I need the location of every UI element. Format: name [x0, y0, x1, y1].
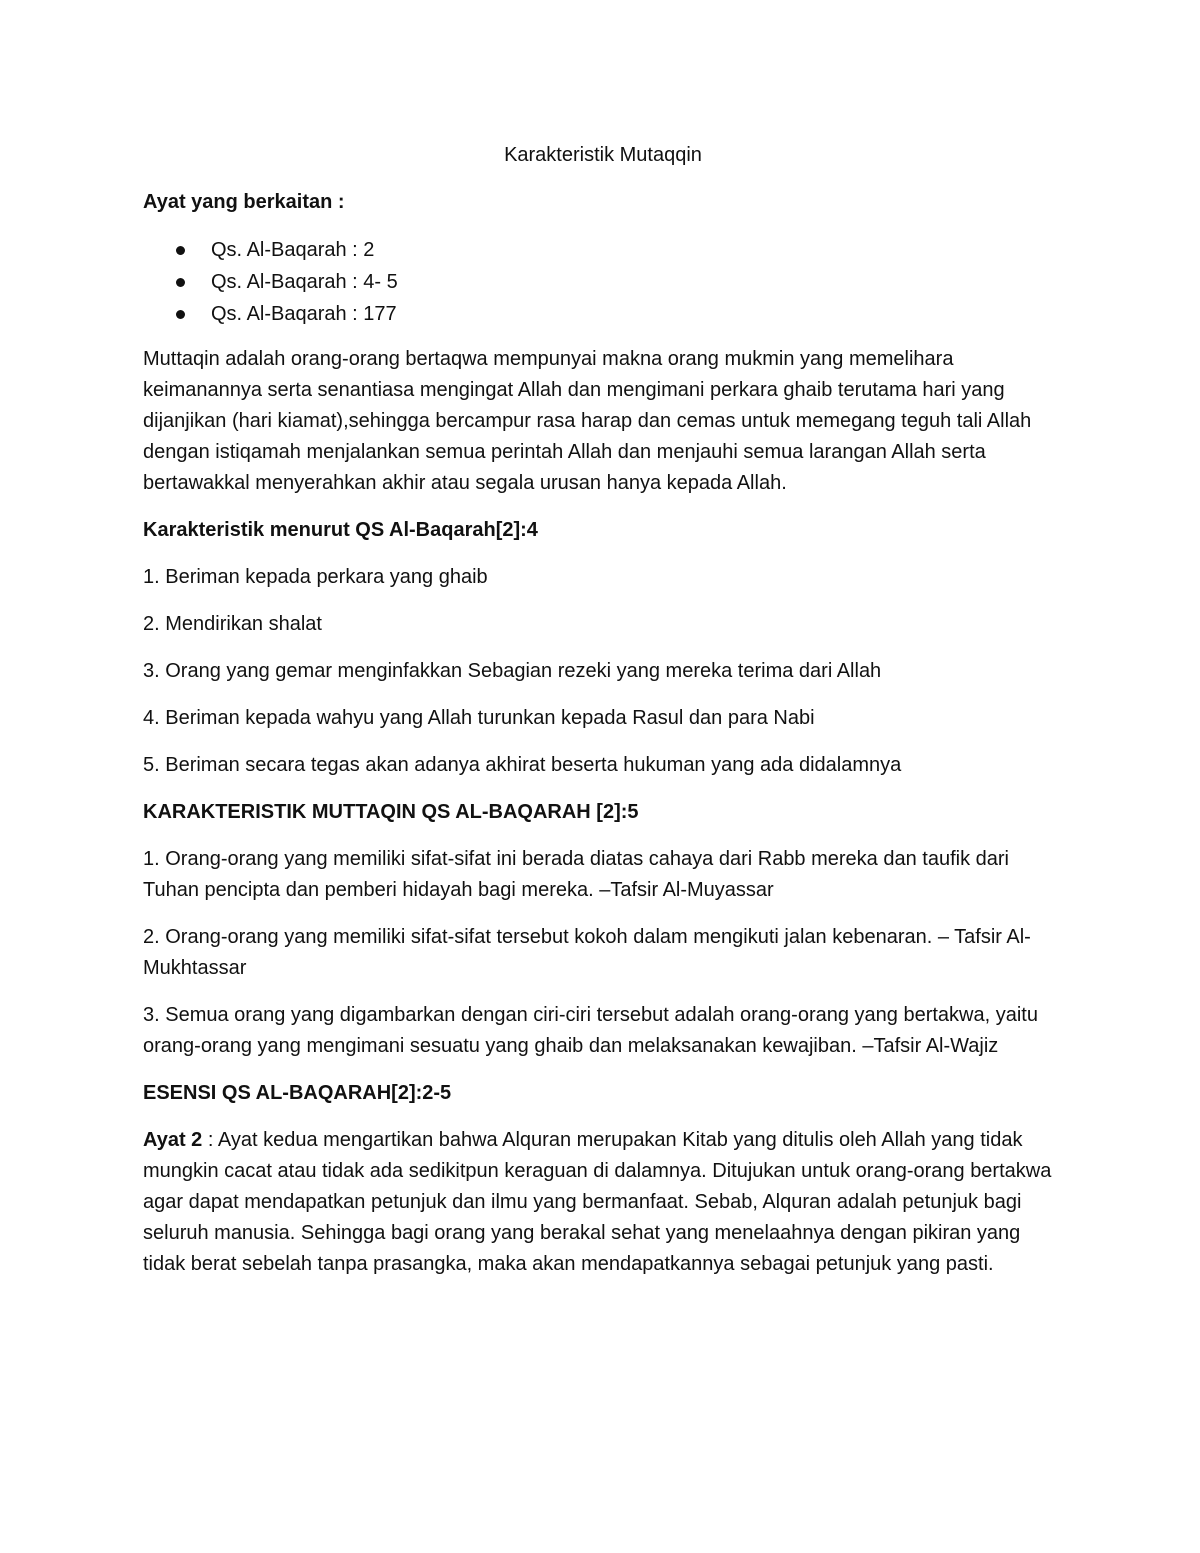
related-verses-heading: Ayat yang berkaitan :	[143, 191, 345, 213]
list-item: 3. Semua orang yang digambarkan dengan ciri-ciri tersebut adalah orang-orang yang bertakwa, yaitu orang-orang yang mengimani sesuatu yang ghaib dan melaksanakan kewajiban. –Tafsir Al-Wajiz	[143, 1004, 1038, 1057]
section-heading-ayat-4: Karakteristik menurut QS Al-Baqarah[2]:4	[143, 519, 538, 541]
list-item	[143, 298, 1063, 330]
section-heading-esensi: ESENSI QS AL-BAQARAH[2]:2-5	[143, 1082, 452, 1104]
ayat-2-label: Ayat 2	[143, 1129, 203, 1151]
verse-reference: Qs. Al-Baqarah : 2	[211, 239, 375, 261]
ayat-2-paragraph	[143, 1125, 1063, 1280]
bullet-icon	[176, 310, 185, 319]
definition-paragraph: Muttaqin adalah orang-orang bertaqwa mempunyai makna orang mukmin yang memelihara keimanannya serta senantiasa mengingat Allah dan mengimani perkara ghaib terutama hari yang dijanjikan (hari kiamat),sehingga bercampur rasa harap dan cemas untuk memegang teguh tali Allah dengan istiqamah menjalankan semua perintah Allah dan menjauhi semua larangan Allah serta bertawakkal menyerahkan akhir atau segala urusan hanya kepada Allah.	[143, 348, 1032, 494]
list-item	[143, 266, 1063, 298]
list-item: 1. Orang-orang yang memiliki sifat-sifat ini berada diatas cahaya dari Rabb mereka dan taufik dari Tuhan pencipta dan pemberi hidayah bagi mereka. –Tafsir Al-Muyassar	[143, 848, 1009, 901]
ayat-2-text: : Ayat kedua mengartikan bahwa Alquran merupakan Kitab yang ditulis oleh Allah yang tidak mungkin cacat atau tidak ada sedikitpun keraguan di dalamnya. Ditujukan untuk orang-orang bertakwa agar dapat mendapatkan petunjuk dan ilmu yang bermanfaat. Sebab, Alquran adalah petunjuk bagi seluruh manusia. Sehingga bagi orang yang berakal sehat yang menelaahnya dengan pikiran yang tidak berat sebelah tanpa prasangka, maka akan mendapatkannya sebagai petunjuk yang pasti.	[143, 1129, 1052, 1275]
list-item: 4. Beriman kepada wahyu yang Allah turunkan kepada Rasul dan para Nabi	[143, 707, 815, 729]
list-item: 2. Mendirikan shalat	[143, 613, 322, 635]
list-item: 2. Orang-orang yang memiliki sifat-sifat tersebut kokoh dalam mengikuti jalan kebenaran. – Tafsir Al-Mukhtassar	[143, 926, 1031, 979]
list-item	[143, 234, 1063, 266]
document-content	[143, 140, 1063, 1296]
document-title: Karakteristik Mutaqqin	[504, 144, 702, 166]
bullet-icon	[176, 278, 185, 287]
list-item: 5. Beriman secara tegas akan adanya akhirat beserta hukuman yang ada didalamnya	[143, 754, 902, 776]
related-verses-list	[143, 234, 1063, 330]
list-item: 3. Orang yang gemar menginfakkan Sebagian rezeki yang mereka terima dari Allah	[143, 660, 882, 682]
bullet-icon	[176, 246, 185, 255]
section-heading-ayat-5: KARAKTERISTIK MUTTAQIN QS AL-BAQARAH [2]:5	[143, 801, 639, 823]
verse-reference: Qs. Al-Baqarah : 4- 5	[211, 271, 398, 293]
list-item: 1. Beriman kepada perkara yang ghaib	[143, 566, 488, 588]
verse-reference: Qs. Al-Baqarah : 177	[211, 303, 397, 325]
